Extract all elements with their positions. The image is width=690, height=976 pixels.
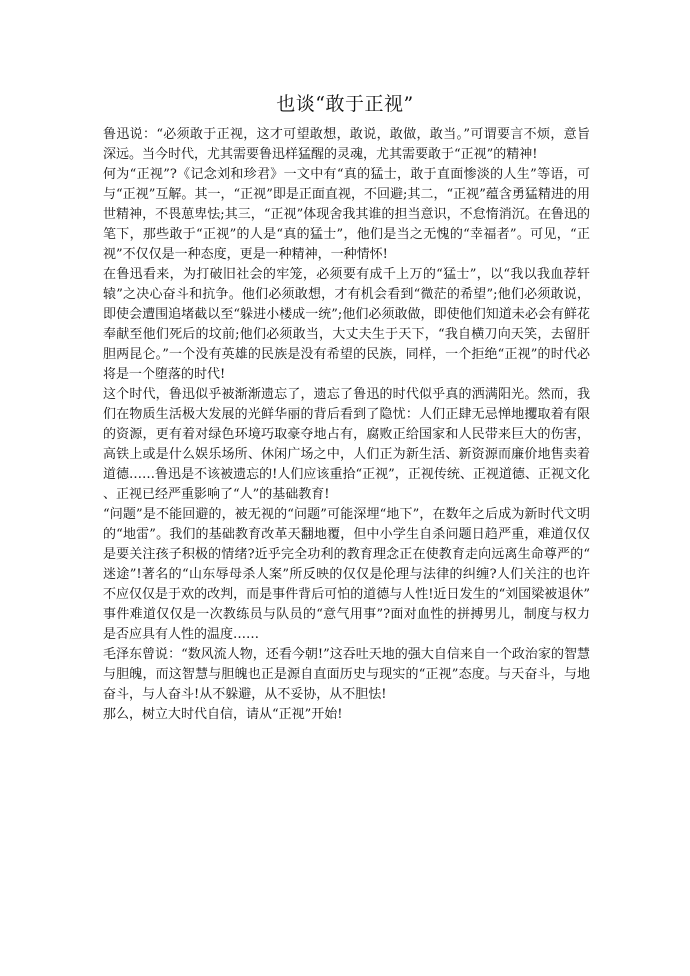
paragraph-2: 何为“正视”?《记念刘和珍君》一文中有“真的猛士，敢于直面惨淡的人生”等语，可与“正视”互解。其一，“正视”即是正面直视，不回避;其二，“正视”蕴含勇猛精进的用世精神，不畏葸卑怯;其三，“正视”体现舍我其谁的担当意识，不怠惰消沉。在鲁迅的笔下，那些敢于“正视”的人是“真的猛士”，他们是当之无愧的“幸福者”。可见，“正视”不仅仅是一种态度，更是一种精神，一种情怀! (103, 167, 590, 262)
document-title: 也谈“敢于正视” (276, 93, 414, 115)
paragraph-1: 鲁迅说：“必须敢于正视，这才可望敢想，敢说，敢做，敢当。”可谓要言不烦，意旨深远。当今时代，尤其需要鲁迅样猛醒的灵魂，尤其需要敢于“正视”的精神! (103, 127, 590, 162)
paragraph-7: 那么，树立大时代自信，请从“正视”开始! (103, 707, 343, 722)
paragraph-3: 在鲁迅看来，为打破旧社会的牢笼，必须要有成千上万的“猛士”，以“我以我血荐轩辕”之决心奋斗和抗争。他们必须敢想，才有机会看到“微茫的希望”;他们必须敢说，即使会遭围追堵截以至“躲进小楼成一统”;他们必须敢做，即使他们知道未必会有鲜花奉献至他们死后的坟前;他们必须敢当，大丈夫生于天下，“我自横刀向天笑，去留肝胆两昆仑。”一个没有英雄的民族是没有希望的民族，同样，一个拒绝“正视”的时代必将是一个堕落的时代! (103, 267, 590, 382)
paragraph-6: 毛泽东曾说：“数风流人物，还看今朝!”这吞吐天地的强大自信来自一个政治家的智慧与胆魄，而这智慧与胆魄也正是源自直面历史与现实的“正视”态度。与天奋斗，与地奋斗，与人奋斗!从不躲避，从不妥协，从不胆怯! (103, 647, 590, 702)
paragraph-5: “问题”是不能回避的，被无视的“问题”可能深埋“地下”，在数年之后成为新时代文明的“地雷”。我们的基础教育改革天翻地覆，但中小学生自杀问题日趋严重，难道仅仅是要关注孩子积极的情绪?近乎完全功利的教育理念正在使教育走向远离生命尊严的“迷途”!著名的“山东辱母杀人案”所反映的仅仅是伦理与法律的纠缠?人们关注的也许不应仅仅是于欢的改判，而是事件背后可怕的道德与人性!近日发生的“刘国梁被退休”事件难道仅仅是一次教练员与队员的“意气用事”?面对血性的拼搏男儿，制度与权力是否应具有人性的温度…… (103, 507, 590, 642)
paragraph-4: 这个时代，鲁迅似乎被渐渐遗忘了，遗忘了鲁迅的时代似乎真的洒满阳光。然而，我们在物质生活极大发展的光鲜华丽的背后看到了隐忧：人们正肆无忌惮地攫取着有限的资源，更有着对绿色环境巧取豪夺地占有，腐败正给国家和人民带来巨大的伤害，高铁上或是什么娱乐场所、休闲广场之中，人们正为新生活、新资源而廉价地售卖着道德……鲁迅是不该被遗忘的!人们应该重拾“正视”，正视传统、正视道德、正视文化、正视已经严重影响了“人”的基础教育! (103, 387, 590, 502)
document-body (103, 125, 590, 725)
